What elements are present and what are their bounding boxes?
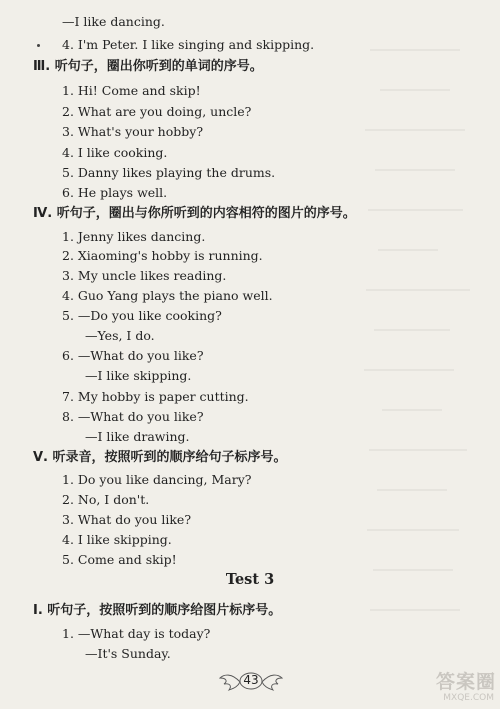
text-line: 4. I like skipping. [62, 532, 172, 547]
section-heading: Ⅰ. 听句子，按照听到的顺序给图片标序号。 [33, 603, 282, 618]
text-line: —I like skipping. [85, 368, 192, 383]
text-line: 6. He plays well. [62, 185, 168, 200]
text-line: —I like drawing. [85, 429, 190, 444]
text-line: 6. —What do you like? [62, 348, 204, 363]
text-line: 5. Danny likes playing the drums. [62, 165, 276, 180]
section-heading: Ⅴ. 听录音，按照听到的顺序给句子标序号。 [33, 450, 287, 465]
text-line: 3. My uncle likes reading. [62, 268, 227, 283]
text-line: 7. My hobby is paper cutting. [62, 389, 249, 404]
text-line: 3. What's your hobby? [62, 124, 204, 139]
section-heading: Ⅲ. 听句子，圈出你听到的单词的序号。 [33, 59, 263, 74]
watermark-text: 答案圈 [435, 671, 496, 693]
text-line: 1. —What day is today? [62, 626, 211, 641]
text-line: 3. What do you like? [62, 512, 192, 527]
text-line: —It's Sunday. [85, 646, 171, 661]
text-line: 8. —What do you like? [62, 409, 204, 424]
text-line: 5. Come and skip! [62, 552, 177, 567]
text-line: 1. Do you like dancing, Mary? [62, 472, 252, 487]
bleed-through-texture [360, 10, 480, 650]
text-line: 2. No, I don't. [62, 492, 150, 507]
text-line: —I like dancing. [62, 14, 165, 29]
text-line: 1. Jenny likes dancing. [62, 229, 206, 244]
text-line: 4. I like cooking. [62, 145, 168, 160]
test-title: Test 3 [225, 571, 275, 588]
text-line: —Yes, I do. [85, 328, 155, 343]
text-line: 2. Xiaoming's hobby is running. [62, 248, 263, 263]
text-line: 4. Guo Yang plays the piano well. [62, 288, 273, 303]
text-line: 1. Hi! Come and skip! [62, 83, 201, 98]
stray-dot [37, 44, 40, 47]
watermark-logo [412, 667, 496, 707]
text-line: 2. What are you doing, uncle? [62, 104, 252, 119]
page-number-badge [218, 669, 284, 695]
page-number: 43 [243, 673, 259, 687]
text-line: 4. I'm Peter. I like singing and skipping. [62, 37, 315, 52]
section-heading: Ⅳ. 听句子，圈出与你所听到的内容相符的图片的序号。 [33, 206, 356, 221]
text-line: 5. —Do you like cooking? [62, 308, 222, 323]
watermark-url: MXQE.COM [443, 693, 494, 703]
